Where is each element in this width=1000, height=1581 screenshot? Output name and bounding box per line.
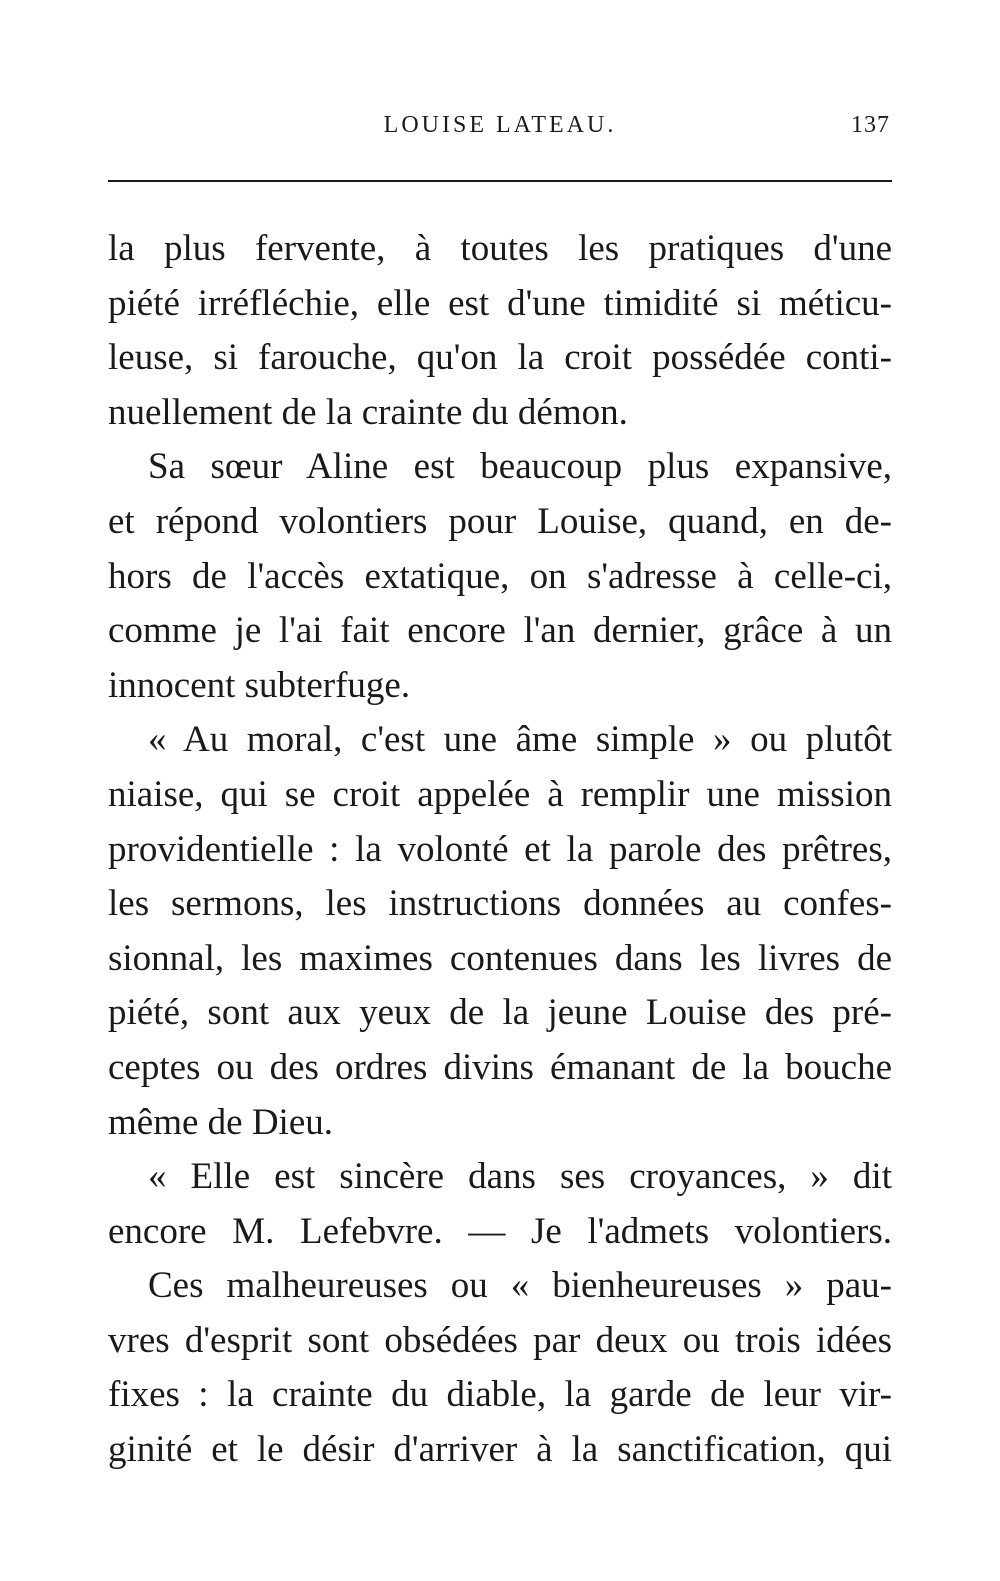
- text-line: piété, sont aux yeux de la jeune Louise des pré-: [108, 992, 892, 1034]
- text-line: piété irréfléchie, elle est d'une timidité si méticu-: [108, 282, 892, 324]
- running-head: [110, 112, 890, 152]
- text-line: même de Dieu.: [108, 1101, 333, 1143]
- text-line: providentielle : la volonté et la parole des prêtres,: [108, 828, 892, 870]
- text-line: sionnal, les maximes contenues dans les livres de: [108, 937, 892, 979]
- text-line: les sermons, les instructions données au confes-: [108, 883, 892, 925]
- text-line: nuellement de la crainte du démon.: [108, 391, 628, 433]
- text-line: niaise, qui se croit appelée à remplir une mission: [108, 773, 892, 815]
- text-line: comme je l'ai fait encore l'an dernier, grâce à un: [108, 610, 892, 652]
- paragraph-first-line: Ces malheureuses ou « bienheureuses » pau-: [148, 1265, 892, 1307]
- text-line: encore M. Lefebvre. — Je l'admets volontiers.: [108, 1210, 892, 1252]
- text-line: innocent subterfuge.: [108, 664, 411, 706]
- text-line: ceptes ou des ordres divins émanant de la bouche: [108, 1046, 892, 1088]
- text-line: et répond volontiers pour Louise, quand, en de-: [108, 500, 892, 542]
- text-line: vres d'esprit sont obsédées par deux ou trois idées: [108, 1319, 892, 1361]
- running-title: LOUISE LATEAU.: [383, 112, 617, 138]
- header-rule: [108, 180, 892, 182]
- paragraph-first-line: « Elle est sincère dans ses croyances, » dit: [148, 1156, 892, 1198]
- paragraph-first-line: Sa sœur Aline est beaucoup plus expansive,: [148, 446, 892, 488]
- text-line: ginité et le désir d'arriver à la sanctification, qui: [108, 1429, 892, 1471]
- text-line: leuse, si farouche, qu'on la croit possédée conti-: [108, 337, 892, 379]
- page-number: 137: [851, 112, 890, 138]
- text-line: fixes : la crainte du diable, la garde de leur vir-: [108, 1374, 892, 1416]
- text-line: hors de l'accès extatique, on s'adresse à celle-ci,: [108, 555, 892, 597]
- text-line: la plus fervente, à toutes les pratiques d'une: [108, 228, 892, 269]
- paragraph-first-line: « Au moral, c'est une âme simple » ou plutôt: [148, 719, 892, 761]
- body-text: [108, 222, 892, 1478]
